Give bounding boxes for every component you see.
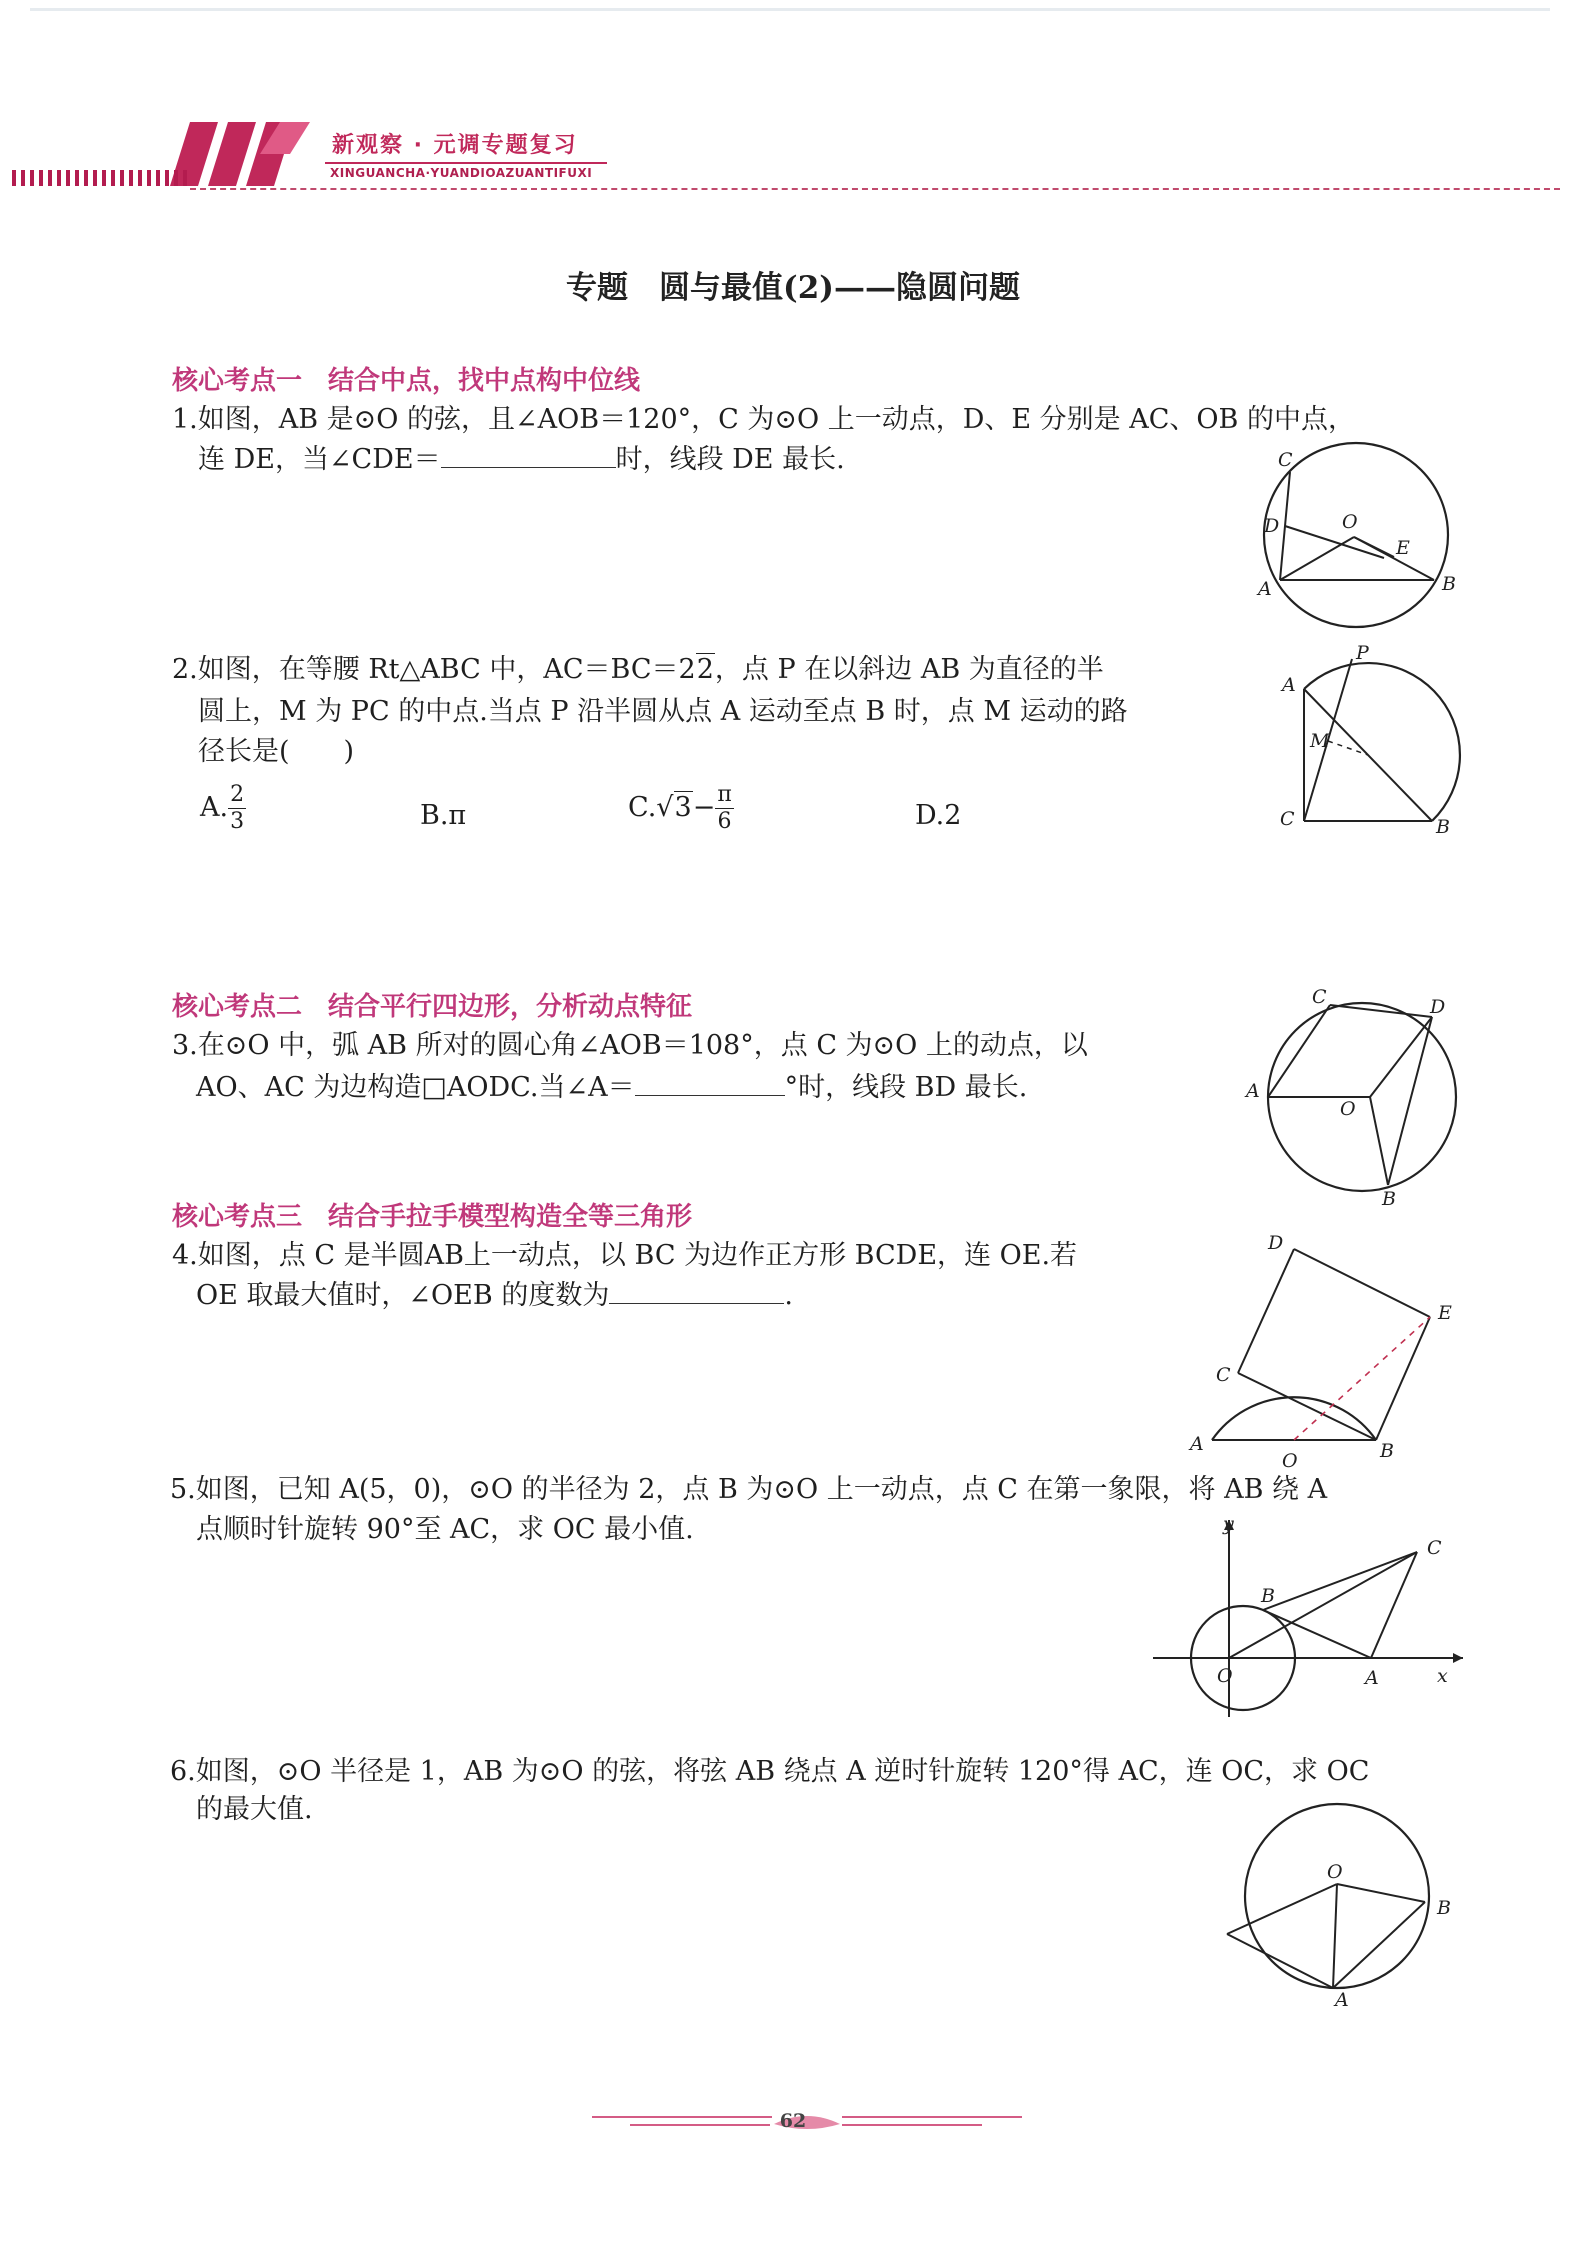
figure-3-parallelogram-circle	[1240, 985, 1480, 1210]
figure-1-circle-chord	[1250, 440, 1480, 640]
question-4-text-a: OE 取最大值时，∠OEB 的度数为	[196, 1280, 610, 1311]
question-3-text-a: AO、AC 为边构造□AODC.当∠A＝	[196, 1072, 635, 1103]
fig4-label-d: D	[1268, 1232, 1284, 1254]
fig1-label-d: D	[1264, 515, 1280, 537]
option-c-fraction	[715, 782, 733, 835]
fig5-label-o: O	[1217, 1665, 1233, 1687]
fig3-label-a: A	[1246, 1080, 1260, 1102]
fig5-label-a: A	[1365, 1667, 1379, 1689]
fig4-label-b: B	[1380, 1440, 1394, 1462]
question-1-text-b: 时，线段 DE 最长.	[615, 444, 845, 475]
section-heading-1: 核心考点一 结合中点，找中点构中位线	[172, 366, 641, 396]
question-5-line-2: 点顺时针旋转 90°至 AC，求 OC 最小值.	[196, 1514, 694, 1545]
figure-5-coordinate-circle	[1145, 1512, 1465, 1722]
header-title: 新观察 · 元调专题复习	[332, 133, 578, 158]
fig5-label-x: x	[1437, 1665, 1448, 1687]
option-a-num: 2	[230, 782, 245, 807]
fig5-label-c: C	[1427, 1537, 1442, 1559]
fig2-label-b: B	[1436, 816, 1450, 838]
fig1-label-a: A	[1258, 578, 1272, 600]
question-3-line-2	[196, 1068, 1027, 1108]
fig2-label-a: A	[1282, 674, 1296, 696]
figure-2-semicircle-triangle	[1270, 642, 1470, 845]
page-number: 62	[779, 2110, 807, 2132]
option-c-minus: −	[692, 792, 716, 823]
figure-6-circle-rotation	[1225, 1798, 1465, 2011]
section-heading-3: 核心考点三 结合手拉手模型构造全等三角形	[172, 1202, 693, 1232]
answer-blank-q3[interactable]	[635, 1095, 785, 1096]
fig3-label-c: C	[1312, 986, 1327, 1008]
fig4-label-o: O	[1282, 1450, 1298, 1472]
figure-4-semicircle-square	[1190, 1232, 1470, 1480]
page-title: 专题 圆与最值(2)——隐圆问题	[566, 270, 1020, 306]
question-3-text-b: °时，线段 BD 最长.	[784, 1072, 1028, 1103]
option-c[interactable]: C.√3− $\frac{\pi}{6}$	[628, 782, 732, 834]
fig1-label-c: C	[1278, 449, 1293, 471]
fig4-label-e: E	[1438, 1302, 1452, 1324]
question-6-line-2: 的最大值.	[196, 1794, 313, 1825]
fig6-label-b: B	[1437, 1897, 1451, 1919]
fig2-label-p: P	[1356, 642, 1369, 664]
option-d[interactable]: D.2	[915, 800, 962, 831]
question-2-line-1	[172, 650, 1104, 690]
option-a-den: 3	[230, 809, 245, 834]
fig5-label-y: y	[1223, 1513, 1234, 1535]
option-a-fraction	[228, 782, 246, 835]
fig3-label-o: O	[1340, 1098, 1356, 1120]
fig1-label-b: B	[1442, 573, 1456, 595]
question-3-line-1: 3.在⊙O 中，弧 AB 所对的圆心角∠AOB＝108°，点 C 为⊙O 上的动点，以	[172, 1030, 1088, 1061]
option-b[interactable]: B.π	[420, 800, 467, 831]
fig6-label-o: O	[1327, 1861, 1343, 1883]
option-c-label: C.	[628, 792, 657, 823]
question-1-text-a: 连 DE，当∠CDE＝	[198, 444, 441, 475]
question-4-text-b: .	[784, 1280, 793, 1311]
question-2-line-3: 径长是( )	[198, 736, 355, 767]
header-chevron-logo	[170, 118, 320, 188]
header-tick-strip	[12, 170, 190, 186]
option-c-den: 6	[717, 809, 732, 834]
question-1-line-2	[198, 440, 845, 480]
fig2-label-m: M	[1310, 730, 1330, 752]
header-dashed-rule	[190, 188, 1560, 190]
question-6-line-1: 6.如图，⊙O 半径是 1，AB 为⊙O 的弦，将弦 AB 绕点 A 逆时针旋转 120°得 AC，连 OC，求 OC	[170, 1756, 1370, 1787]
question-2-text-a: 2.如图，在等腰 Rt△ABC 中，AC＝BC＝2	[172, 654, 696, 685]
option-a[interactable]	[200, 782, 246, 835]
fig3-label-b: B	[1382, 1188, 1396, 1210]
answer-blank-q1[interactable]	[441, 467, 616, 468]
option-c-num: π	[717, 782, 732, 807]
fig5-label-b: B	[1261, 1585, 1275, 1607]
question-1-line-1: 1.如图，AB 是⊙O 的弦，且∠AOB＝120°，C 为⊙O 上一动点，D、E 分别是 AC、OB 的中点，	[172, 404, 1355, 435]
fig4-label-c: C	[1216, 1364, 1231, 1386]
section-heading-2: 核心考点二 结合平行四边形，分析动点特征	[172, 992, 693, 1022]
fig2-label-c: C	[1280, 808, 1295, 830]
fig1-label-o: O	[1342, 511, 1358, 533]
header-underline	[325, 162, 607, 164]
fig4-label-a: A	[1190, 1433, 1204, 1455]
fig1-label-e: E	[1396, 537, 1410, 559]
fig6-label-a: A	[1335, 1989, 1349, 2011]
header-subtitle: XINGUANCHA·YUANDIOAZUANTIFUXI	[330, 166, 593, 180]
question-5-line-1: 5.如图，已知 A(5，0)，⊙O 的半径为 2，点 B 为⊙O 上一动点，点 C 在第一象限，将 AB 绕 A	[170, 1474, 1328, 1505]
question-2-sqrt: 2	[696, 654, 714, 685]
answer-blank-q4[interactable]	[609, 1303, 784, 1304]
question-4-line-2	[196, 1276, 793, 1316]
question-2-line-2: 圆上，M 为 PC 的中点.当点 P 沿半圆从点 A 运动至点 B 时，点 M 运动的路	[198, 696, 1128, 727]
question-4-line-1: 4.如图，点 C 是半圆AB上一动点，以 BC 为边作正方形 BCDE，连 OE.若	[172, 1240, 1078, 1271]
option-c-sqrt: 3	[674, 792, 692, 823]
fig3-label-d: D	[1430, 996, 1446, 1018]
top-border-line	[30, 8, 1550, 11]
option-a-label: A.	[200, 792, 229, 823]
question-2-text-b: ，点 P 在以斜边 AB 为直径的半	[714, 654, 1104, 685]
